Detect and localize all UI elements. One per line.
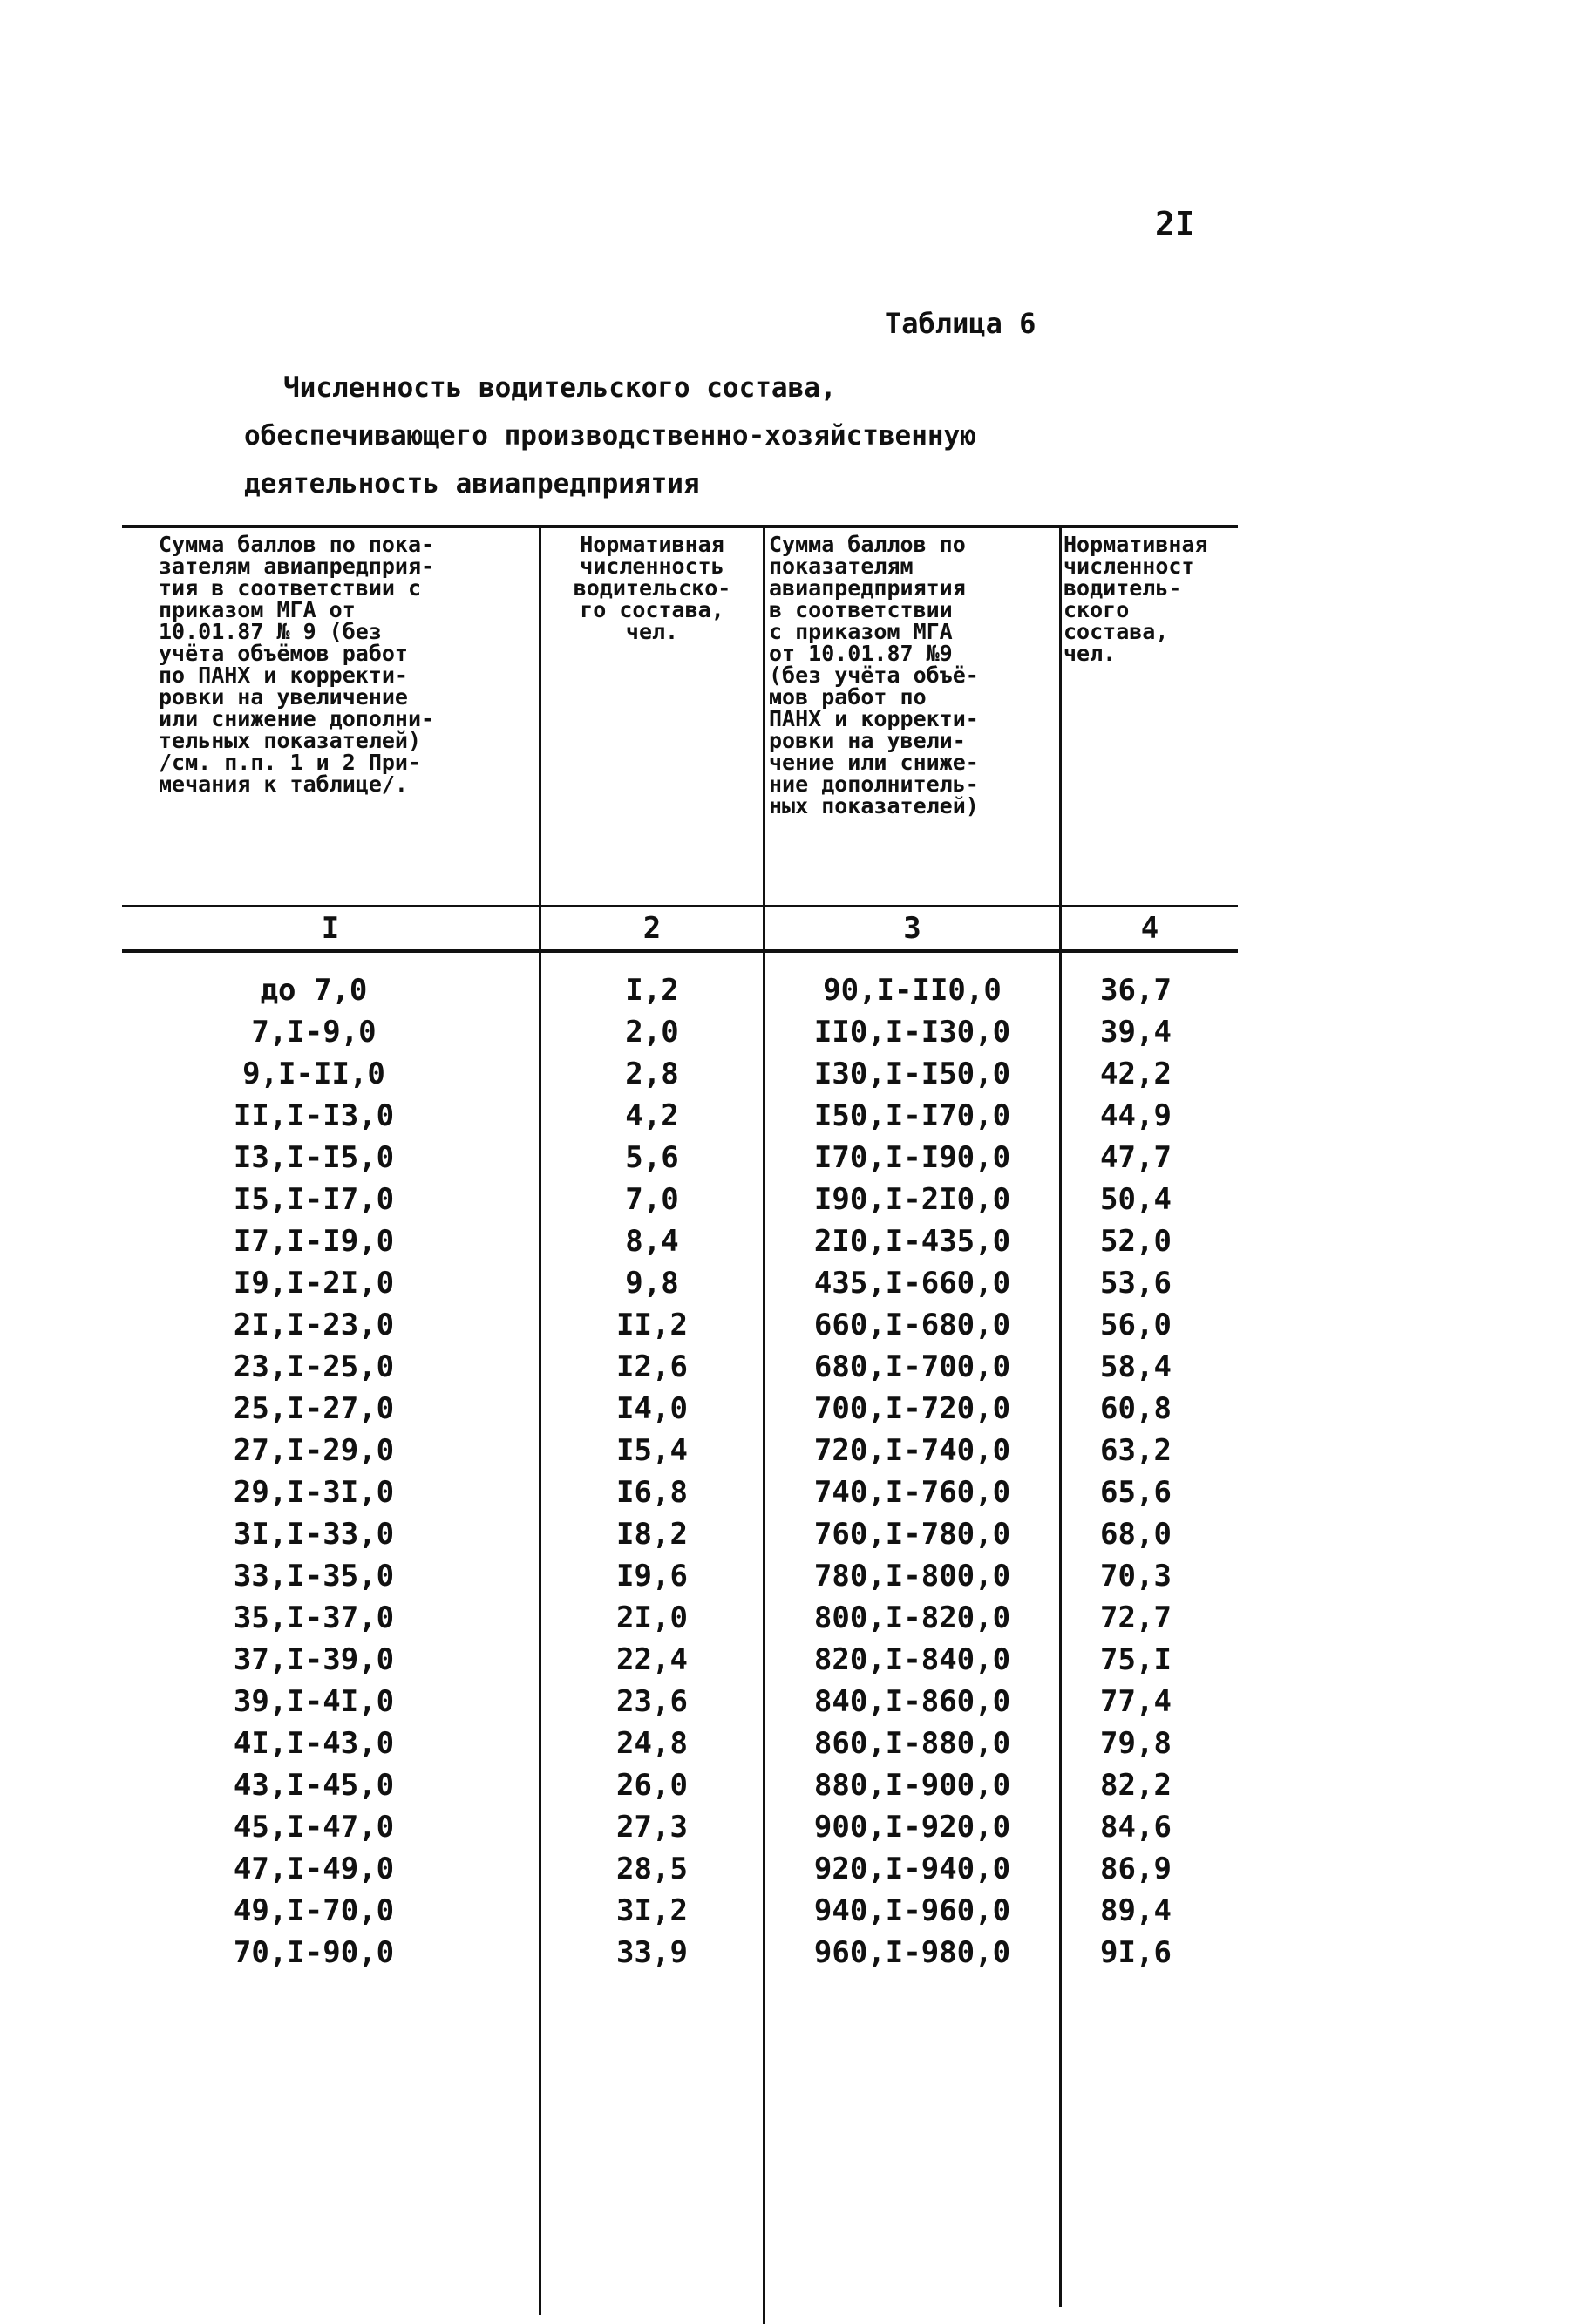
cell-score-range-2: 435,I-660,0 [813, 1266, 1011, 1301]
header-bottom-rule [122, 905, 1238, 907]
cell-score-range-2: 840,I-860,0 [813, 1684, 1011, 1719]
cell-driver-count: II,2 [616, 1308, 688, 1342]
cell-driver-count-2: 36,7 [1100, 973, 1172, 1008]
cell-driver-count-2: 39,4 [1100, 1015, 1172, 1050]
table-row [122, 1471, 1238, 1513]
table-row [122, 1555, 1238, 1597]
cell-driver-count: I5,4 [616, 1433, 688, 1468]
cell-driver-count: 2,0 [625, 1015, 679, 1050]
cell-driver-count-2: 75,I [1100, 1642, 1172, 1677]
cell-score-range-2: I50,I-I70,0 [813, 1098, 1011, 1133]
table-row [122, 1806, 1238, 1848]
cell-score-range-2: I30,I-I50,0 [813, 1057, 1011, 1091]
cell-driver-count-2: 77,4 [1100, 1684, 1172, 1719]
cell-score-range-2: 920,I-940,0 [813, 1852, 1011, 1886]
cell-score-range: 35,I-37,0 [233, 1600, 395, 1635]
table-row [122, 1639, 1238, 1681]
cell-score-range-2: I70,I-I90,0 [813, 1140, 1011, 1175]
table-row [122, 1513, 1238, 1555]
table-row [122, 1095, 1238, 1137]
cell-score-range-2: 820,I-840,0 [813, 1642, 1011, 1677]
cell-score-range-2: 940,I-960,0 [813, 1893, 1011, 1928]
column-number: 2 [642, 911, 662, 946]
cell-driver-count-2: 68,0 [1100, 1517, 1172, 1552]
cell-score-range: I7,I-I9,0 [233, 1224, 395, 1259]
cell-score-range: 2I,I-23,0 [233, 1308, 395, 1342]
cell-driver-count-2: 47,7 [1100, 1140, 1172, 1175]
cell-score-range: 29,I-3I,0 [233, 1475, 395, 1510]
cell-driver-count-2: 89,4 [1100, 1893, 1172, 1928]
table-row [122, 1220, 1238, 1262]
cell-score-range-2: 700,I-720,0 [813, 1391, 1011, 1426]
header-driver-count: Нормативная численность водительско- го состава, чел. [573, 532, 731, 644]
cell-score-range-2: 2I0,I-435,0 [813, 1224, 1011, 1259]
cell-score-range-2: 90,I-II0,0 [823, 973, 1002, 1008]
cell-score-range-2: 760,I-780,0 [813, 1517, 1011, 1552]
cell-score-range-2: I90,I-2I0,0 [813, 1182, 1011, 1217]
cell-driver-count: 8,4 [625, 1224, 679, 1259]
cell-driver-count-2: 65,6 [1100, 1475, 1172, 1510]
column-number-rule [122, 949, 1238, 953]
cell-score-range: 49,I-70,0 [233, 1893, 395, 1928]
cell-driver-count-2: 84,6 [1100, 1810, 1172, 1845]
cell-driver-count-2: 60,8 [1100, 1391, 1172, 1426]
cell-score-range: 39,I-4I,0 [233, 1684, 395, 1719]
table-row [122, 969, 1238, 1011]
table-top-rule [122, 525, 1238, 528]
cell-driver-count: 22,4 [616, 1642, 688, 1677]
cell-driver-count-2: 53,6 [1100, 1266, 1172, 1301]
cell-driver-count-2: 42,2 [1100, 1057, 1172, 1091]
cell-driver-count: 5,6 [625, 1140, 679, 1175]
cell-driver-count-2: 86,9 [1100, 1852, 1172, 1886]
cell-score-range: 9,I-II,0 [242, 1057, 385, 1091]
header-driver-count-2: Нормативная численност водитель- ского состава, чел. [1063, 532, 1208, 666]
cell-driver-count: 24,8 [616, 1726, 688, 1761]
column-number: 4 [1140, 911, 1159, 946]
column-number: 3 [903, 911, 921, 946]
cell-score-range: 25,I-27,0 [233, 1391, 395, 1426]
cell-driver-count: 9,8 [625, 1266, 679, 1301]
table-row [122, 1179, 1238, 1220]
table-row [122, 1053, 1238, 1095]
cell-score-range: 27,I-29,0 [233, 1433, 395, 1468]
cell-score-range: 45,I-47,0 [233, 1810, 395, 1845]
table-title-line-3: деятельность авиапредприятия [244, 468, 700, 499]
cell-driver-count: 33,9 [616, 1935, 688, 1970]
table-label: Таблица 6 [885, 307, 1036, 340]
cell-driver-count: I6,8 [616, 1475, 688, 1510]
table-body [122, 969, 1238, 1974]
cell-driver-count: 23,6 [616, 1684, 688, 1719]
cell-driver-count: 3I,2 [616, 1893, 688, 1928]
cell-driver-count: 7,0 [625, 1182, 679, 1217]
cell-driver-count-2: 52,0 [1100, 1224, 1172, 1259]
cell-score-range: II,I-I3,0 [233, 1098, 395, 1133]
table-row [122, 1430, 1238, 1471]
cell-score-range-2: 660,I-680,0 [813, 1308, 1011, 1342]
cell-score-range: I9,I-2I,0 [233, 1266, 395, 1301]
cell-driver-count-2: 50,4 [1100, 1182, 1172, 1217]
table-row [122, 1723, 1238, 1764]
cell-score-range: 37,I-39,0 [233, 1642, 395, 1677]
cell-score-range: I5,I-I7,0 [233, 1182, 395, 1217]
table-row [122, 1346, 1238, 1388]
cell-score-range: 33,I-35,0 [233, 1559, 395, 1594]
cell-score-range: 4I,I-43,0 [233, 1726, 395, 1761]
cell-score-range: 3I,I-33,0 [233, 1517, 395, 1552]
page-number: 2I [1155, 205, 1195, 243]
cell-driver-count-2: 82,2 [1100, 1768, 1172, 1803]
cell-driver-count-2: 44,9 [1100, 1098, 1172, 1133]
table-row [122, 1764, 1238, 1806]
table-row [122, 1304, 1238, 1346]
header-score-sum: Сумма баллов по пока- зателям авиапредприя- тия в соответствии с приказом МГА от 10.01.87 № 9 (без учёта объёмов работ по ПАНХ и корректи- ровки на увеличение или снижение дополни- тельных показателей) /см. п.п. 1 и 2 При- мечания к таблице/. [159, 532, 435, 797]
table-title-line-2: обеспечивающего производственно-хозяйственную [244, 420, 976, 452]
cell-score-range: до 7,0 [260, 973, 368, 1008]
table-row [122, 1890, 1238, 1932]
cell-score-range-2: 880,I-900,0 [813, 1768, 1011, 1803]
cell-driver-count-2: 72,7 [1100, 1600, 1172, 1635]
cell-score-range-2: II0,I-I30,0 [813, 1015, 1011, 1050]
table-row [122, 1848, 1238, 1890]
cell-driver-count: 26,0 [616, 1768, 688, 1803]
cell-score-range: 7,I-9,0 [251, 1015, 377, 1050]
cell-score-range: 23,I-25,0 [233, 1349, 395, 1384]
cell-score-range-2: 740,I-760,0 [813, 1475, 1011, 1510]
cell-score-range-2: 900,I-920,0 [813, 1810, 1011, 1845]
cell-driver-count-2: 9I,6 [1100, 1935, 1172, 1970]
cell-driver-count-2: 56,0 [1100, 1308, 1172, 1342]
table-row [122, 1388, 1238, 1430]
table-title-line-1: Численность водительского состава, [283, 372, 837, 404]
cell-score-range-2: 780,I-800,0 [813, 1559, 1011, 1594]
cell-score-range: 70,I-90,0 [233, 1935, 395, 1970]
cell-driver-count-2: 58,4 [1100, 1349, 1172, 1384]
table-row [122, 1932, 1238, 1974]
table-row [122, 1681, 1238, 1723]
cell-score-range-2: 960,I-980,0 [813, 1935, 1011, 1970]
table-row [122, 1597, 1238, 1639]
cell-score-range-2: 800,I-820,0 [813, 1600, 1011, 1635]
header-score-sum-2: Сумма баллов по показателям авиапредприятия в соответствии с приказом МГА от 10.01.87 №9 (без учёта объё- мов работ по ПАНХ и корректи- ровки на увели- чение или сниже- ние дополнитель- ных показателей) [769, 532, 979, 819]
cell-driver-count-2: 70,3 [1100, 1559, 1172, 1594]
column-number: I [321, 911, 340, 946]
cell-driver-count: I2,6 [616, 1349, 688, 1384]
table-row [122, 1011, 1238, 1053]
cell-driver-count: I,2 [625, 973, 679, 1008]
cell-driver-count-2: 79,8 [1100, 1726, 1172, 1761]
table-row [122, 1137, 1238, 1179]
cell-driver-count: 2,8 [625, 1057, 679, 1091]
cell-driver-count: I4,0 [616, 1391, 688, 1426]
cell-driver-count: 28,5 [616, 1852, 688, 1886]
cell-driver-count: I9,6 [616, 1559, 688, 1594]
table-title [244, 364, 976, 508]
cell-score-range-2: 860,I-880,0 [813, 1726, 1011, 1761]
cell-score-range-2: 720,I-740,0 [813, 1433, 1011, 1468]
cell-driver-count-2: 63,2 [1100, 1433, 1172, 1468]
cell-driver-count: 4,2 [625, 1098, 679, 1133]
cell-driver-count: 2I,0 [616, 1600, 688, 1635]
cell-score-range-2: 680,I-700,0 [813, 1349, 1011, 1384]
cell-score-range: 43,I-45,0 [233, 1768, 395, 1803]
cell-driver-count: 27,3 [616, 1810, 688, 1845]
table-row [122, 1262, 1238, 1304]
cell-driver-count: I8,2 [616, 1517, 688, 1552]
cell-score-range: 47,I-49,0 [233, 1852, 395, 1886]
cell-score-range: I3,I-I5,0 [233, 1140, 395, 1175]
